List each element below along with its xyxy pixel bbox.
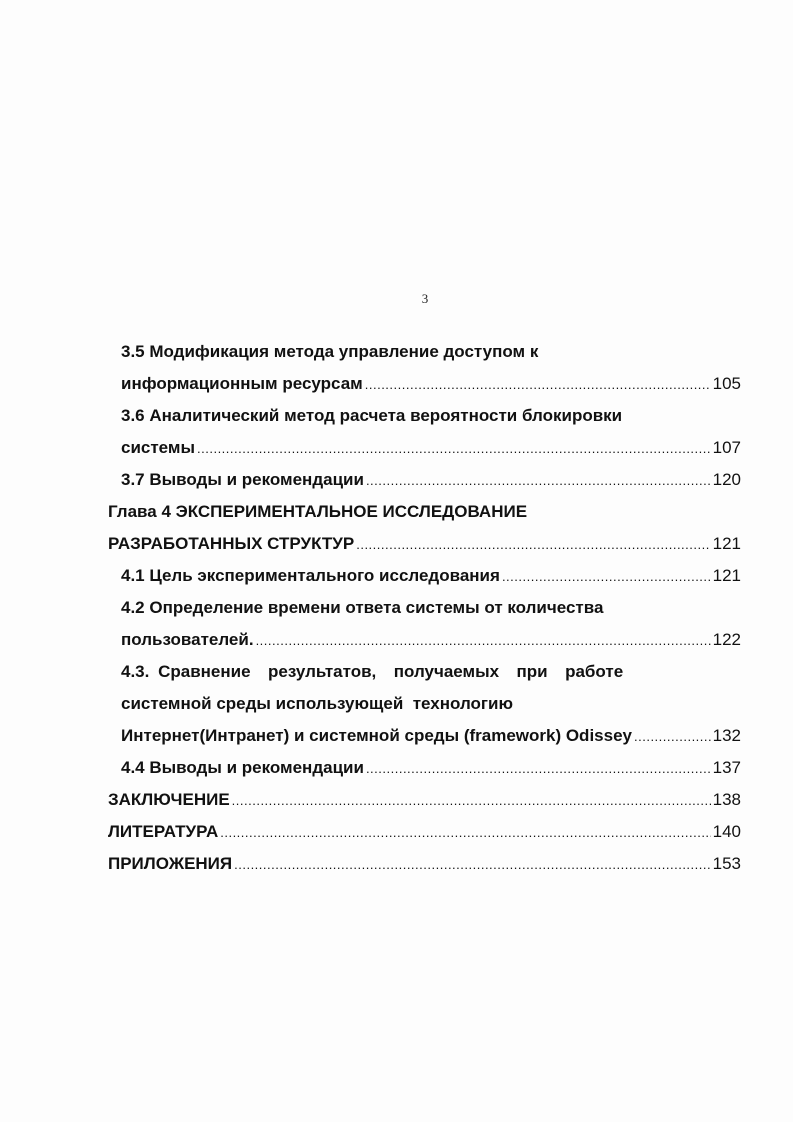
toc-literature-page: 140 <box>712 822 741 841</box>
toc-4-1 <box>108 560 741 592</box>
toc-4-3-line1 <box>108 656 741 688</box>
toc-chapter-4-title-cont: РАЗРАБОТАННЫХ СТРУКТУР <box>108 534 355 553</box>
dot-leader <box>366 753 711 784</box>
dot-leader <box>502 561 711 592</box>
toc-4-2-page: 122 <box>712 630 741 649</box>
toc-chapter-4-title: Глава 4 ЭКСПЕРИМЕНТАЛЬНОЕ ИССЛЕДОВАНИЕ <box>108 502 528 521</box>
page-number: 3 <box>421 291 429 306</box>
toc-4-3-page: 132 <box>712 726 741 745</box>
toc-3-6-title-cont: системы <box>121 438 196 457</box>
toc-conclusion-page: 138 <box>712 790 741 809</box>
dot-leader <box>232 785 711 816</box>
toc-4-2-title: 4.2 Определение времени ответа системы от количества <box>121 598 604 617</box>
toc-conclusion <box>108 784 741 816</box>
toc-3-6-line2 <box>108 432 741 464</box>
toc-4-1-page: 121 <box>712 566 741 585</box>
toc-4-1-title: 4.1 Цель экспериментального исследования <box>121 566 500 585</box>
toc-chapter-4-line1 <box>108 496 741 528</box>
toc-appendix-title: ПРИЛОЖЕНИЯ <box>108 854 233 873</box>
toc-3-7 <box>108 464 741 496</box>
dot-leader <box>365 369 711 400</box>
toc-appendix-page: 153 <box>712 854 741 873</box>
toc-appendix <box>108 848 741 880</box>
toc-4-4-page: 137 <box>712 758 741 777</box>
dot-leader <box>356 529 710 560</box>
toc-4-3-title-cont2: Интернет(Интранет) и системной среды (framework) Odissey <box>121 726 632 745</box>
toc-4-3-title: 4.3. Сравнение результатов, получаемых при работе <box>121 662 624 681</box>
dot-leader <box>366 465 711 496</box>
dot-leader <box>220 817 710 848</box>
toc-3-5-line2 <box>108 368 741 400</box>
toc-4-4 <box>108 752 741 784</box>
toc-4-2-line2 <box>108 624 741 656</box>
table-of-contents <box>108 336 741 880</box>
toc-chapter-4-page: 121 <box>712 534 741 553</box>
toc-4-3-line3 <box>108 720 741 752</box>
dot-leader <box>634 721 711 752</box>
toc-3-7-title: 3.7 Выводы и рекомендации <box>121 470 364 489</box>
toc-literature <box>108 816 741 848</box>
dot-leader <box>256 625 711 656</box>
toc-3-7-page: 120 <box>712 470 741 489</box>
toc-4-4-title: 4.4 Выводы и рекомендации <box>121 758 364 777</box>
toc-3-5-title: 3.5 Модификация метода управление доступом к <box>121 342 539 361</box>
toc-conclusion-title: ЗАКЛЮЧЕНИЕ <box>108 790 230 809</box>
dot-leader <box>234 849 711 880</box>
toc-3-5-title-cont: информационным ресурсам <box>121 374 363 393</box>
toc-3-6-page: 107 <box>712 438 741 457</box>
dot-leader <box>197 433 711 464</box>
toc-4-2-title-cont: пользователей. <box>121 630 254 649</box>
toc-literature-title: ЛИТЕРАТУРА <box>108 822 219 841</box>
toc-3-6-line1 <box>108 400 741 432</box>
toc-4-3-title-cont: системной среды использующей технологию <box>121 694 513 713</box>
toc-4-2-line1 <box>108 592 741 624</box>
toc-3-6-title: 3.6 Аналитический метод расчета вероятности блокировки <box>121 406 623 425</box>
toc-3-5-line1 <box>108 336 741 368</box>
toc-chapter-4-line2 <box>108 528 741 560</box>
toc-4-3-line2 <box>108 688 741 720</box>
toc-3-5-page: 105 <box>712 374 741 393</box>
